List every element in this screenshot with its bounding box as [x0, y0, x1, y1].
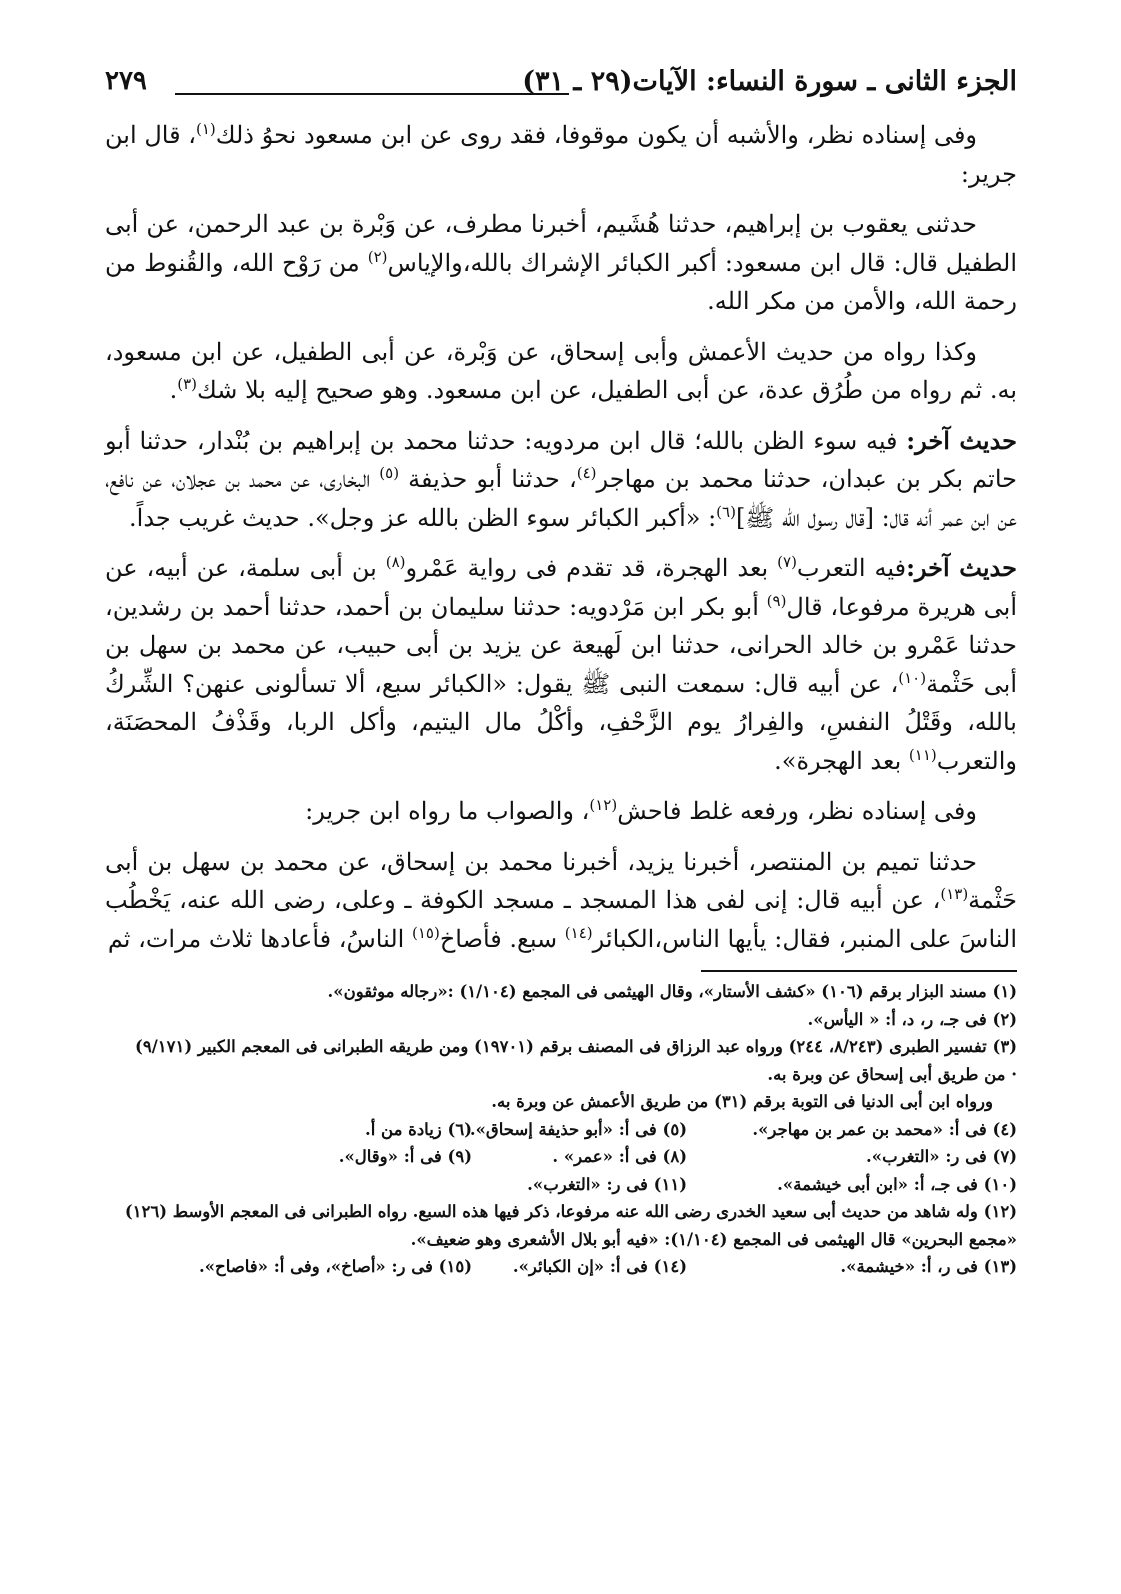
book-page	[105, 60, 1017, 1540]
footnote-15: (١٥) فى ر: «أصاخ»، وفى أ: «فاصاح».	[199, 1257, 472, 1276]
footnote-12: (١٢) وله شاهد من حديث أبى سعيد الخدرى رضى الله عنه مرفوعا، ذكر فيها هذه السبع. رواه الطبرانى فى المعجم الأوسط (١٢٦)	[124, 1202, 1017, 1221]
footnote-9: (٩) فى أ: «وقال».	[338, 1147, 472, 1166]
footnote-8: (٨) فى أ: «عمر» .	[552, 1147, 687, 1166]
footnote-12-continued: «مجمع البحرين» قال الهيثمى فى المجمع (١/١٠٤): «فيه أبو بلال الأشعرى وهو ضعيف».	[410, 1229, 1017, 1249]
footnote-3-extra: ورواه ابن أبى الدنيا فى التوبة برقم (٣١) من طريق الأعمش عن وبرة به.	[491, 1092, 993, 1111]
page-number: ٢٧٩	[105, 66, 147, 96]
footnote-ref: (١١)	[908, 745, 937, 764]
footnote-14: (١٤) فى أ: «إن الكبائر».	[512, 1257, 687, 1276]
footnote-ref: (١٣)	[940, 885, 969, 903]
paragraph-2: حدثنى يعقوب بن إبراهيم، حدثنا هُشَيم، أخبرنا مطرف، عن وَبْرة بن عبد الرحمن، عن أبى الطفيل قال: قال ابن مسعود: أكبر الكبائر الإشراك بالله،والإياس$^{(٢)}$ من رَوْح الله، والقُنوط من رحمة الله، والأمن من مكر الله.	[105, 210, 1017, 315]
footnote-5: (٥) فى أ: «أبو حذيفة إسحاق».	[469, 1119, 687, 1139]
footnote-6: (٦) زيادة من أ.	[364, 1119, 472, 1139]
footnote-separator	[701, 970, 1017, 972]
section-lead: حديث آخر:	[906, 553, 1017, 582]
footnote-ref: (٧)	[777, 553, 797, 571]
header-rule	[175, 93, 569, 95]
footnote-7: (٧) فى ر: «التغرب».	[866, 1147, 1017, 1166]
paragraph-4: حديث آخر: فيه سوء الظن بالله؛ قال ابن مردويه: حدثنا محمد بن إبراهيم بن بُنْدار، حدثنا أبو حاتم بكر بن عبدان، حدثنا محمد بن مهاجر$^{(٤)}$، حدثنا أبو حذيفة $^{(٥)}$ البخارى، عن محمد بن عجلان، عن نافع، عن ابن عمر أنه قال: [قال رسول الله ﷺ]$^{(٦)}$: «أكبر الكبائر سوء الظن بالله عز وجل». حديث غريب جداً.	[105, 425, 1018, 532]
footnote-ref: (٣)	[177, 375, 197, 393]
paragraph-6: وفى إسناده نظر، ورفعه غلط فاحش$^{(١٢)}$، والصواب ما رواه ابن جرير:	[305, 796, 977, 825]
running-title: الجزء الثانى ـ سورة النساء: الآيات(٢٩ ـ ٣١)	[522, 66, 1017, 97]
footnote-row	[105, 1143, 1017, 1171]
footnote-ref: (٢)	[367, 247, 388, 266]
footnote-2: (٢) فى جـ، ر، د، أ: « اليأس».	[807, 1009, 1017, 1029]
footnote-1: (١) مسند البزار برقم (١٠٦) «كشف الأستار»، وقال الهيثمى فى المجمع (١/١٠٤) :«رجاله موثقون».	[327, 982, 1017, 1001]
footnote-ref: (٥)	[379, 464, 400, 482]
footnotes	[105, 978, 1017, 1281]
section-lead: حديث آخر:	[906, 425, 1018, 455]
footnote-row	[105, 1253, 1017, 1281]
footnote-ref: (١)	[195, 120, 216, 138]
paragraph-1: وفى إسناده نظر، والأشبه أن يكون موقوفا، فقد روى عن ابن مسعود نحوُ ذلك$^{(١)}$، قال ابن جرير:	[105, 120, 1017, 188]
main-text	[105, 116, 1017, 958]
footnote-ref: (١٠)	[898, 668, 927, 687]
footnote-3: (٣) تفسير الطبرى (٨/٢٤٣، ٢٤٤) ورواه عبد الرزاق فى المصنف برقم (١٩٧٠١) ومن طريقه الطبرانى فى المعجم الكبير (٩/١٧١)	[135, 1037, 1017, 1056]
footnote-ref: (١٤)	[564, 923, 593, 942]
footnote-ref: (٤)	[576, 464, 597, 482]
footnote-10: (١٠) فى جـ، أ: «ابن أبى خيشمة».	[777, 1174, 1017, 1194]
paragraph-3: وكذا رواه من حديث الأعمش وأبى إسحاق، عن وَبْرة، عن أبى الطفيل، عن ابن مسعود، به. ثم رواه من طُرُق عدة، عن أبى الطفيل، عن ابن مسعود. وهو صحيح إليه بلا شك$^{(٣)}$.	[105, 337, 1017, 404]
footnote-row	[105, 1116, 1017, 1144]
footnote-ref: (٩)	[766, 591, 787, 610]
paragraph-7: حدثنا تميم بن المنتصر، أخبرنا يزيد، أخبرنا محمد بن إسحاق، عن محمد بن سهل بن أبى حَثْمة$^{(١٣)}$، عن أبيه قال: إنى لفى هذا المسجد ـ مسجد الكوفة ـ وعلى، رضى الله عنه، يَخْطُب الناسَ على المنبر، فقال: يأيها الناس،الكبائر$^{(١٤)}$ سبع. فأصاخ$^{(١٥)}$ الناسُ، فأعادها ثلاث مرات، ثم	[105, 847, 1017, 953]
footnote-11: (١١) فى ر: «التغرب».	[527, 1174, 687, 1194]
footnote-4: (٤) فى أ: «محمد بن عمر بن مهاجر».	[752, 1119, 1017, 1139]
paragraph-5: حديث آخر:فيه التعرب$^{(٧)}$ بعد الهجرة، قد تقدم فى رواية عَمْرو$^{(٨)}$ بن أبى سلمة، عن أبيه، عن أبى هريرة مرفوعا، قال$^{(٩)}$ أبو بكر ابن مَرْدويه: حدثنا سليمان بن أحمد، حدثنا أحمد بن رشدين، حدثنا عَمْرو بن خالد الحرانى، حدثنا ابن لَهيعة عن يزيد بن أبى حبيب، عن محمد بن سهل بن أبى حَثْمة$^{(١٠)}$، عن أبيه قال: سمعت النبى ﷺ يقول: «الكبائر سبع، ألا تسألونى عنهن؟ الشِّركُ بالله، وقَتْلُ النفسِ، والفِرارُ يوم الزَّحْفِ، وأكْلُ مال اليتيم، وأكل الربا، وقَذْفُ المحصَنَة، والتعرب$^{(١١)}$ بعد الهجرة».	[105, 553, 1017, 775]
footnote-13: (١٣) فى ر، أ: «خيشمة».	[840, 1257, 1017, 1276]
footnote-ref: (١٥)	[411, 923, 440, 942]
footnote-row	[105, 1171, 1017, 1199]
page-header	[105, 60, 1017, 116]
footnote-ref: (١٢)	[589, 796, 618, 814]
footnote-ref: (٦)	[716, 502, 736, 521]
footnote-3-continued: · من طريق أبى إسحاق عن وبرة به.	[767, 1064, 1017, 1084]
footnote-ref: (٨)	[385, 553, 406, 571]
